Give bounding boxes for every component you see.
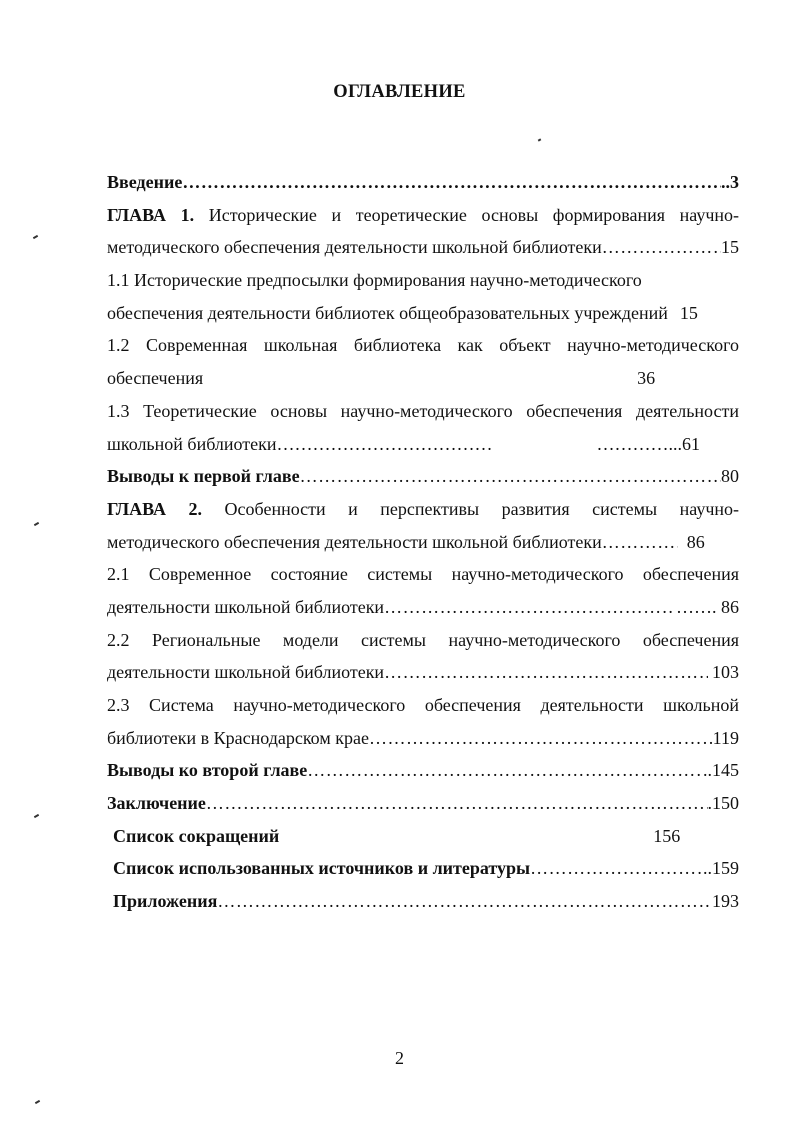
- toc-page: ……. 86: [671, 596, 739, 617]
- toc-label: Список использованных источников и литературы: [113, 858, 531, 879]
- toc-page: 80: [721, 466, 739, 487]
- chapter-lead: ГЛАВА 1.: [107, 204, 195, 225]
- toc-label: Заключение: [107, 793, 206, 814]
- dot-leader: [384, 591, 671, 624]
- toc-entry-chapter2: [107, 493, 739, 526]
- toc-entry-2-3-cont: [107, 722, 739, 755]
- dot-leader: …………..: [596, 433, 678, 454]
- dot-leader: [369, 722, 713, 755]
- toc-page: .61: [677, 433, 701, 454]
- toc-label: обеспечения деятельности библиотек общеобразовательных учреждений: [107, 302, 668, 323]
- toc-label: Выводы к первой главе: [107, 466, 300, 487]
- toc-label: обеспечения: [107, 368, 204, 389]
- toc-entry-chapter1-cont: [107, 231, 739, 264]
- toc-page: ..145: [703, 760, 739, 781]
- dot-leader: [300, 460, 721, 493]
- toc-label: библиотеки в Краснодарском крае: [107, 727, 369, 748]
- chapter-title: Особенности и перспективы развития системы научно-: [224, 498, 739, 519]
- toc-label: деятельности школьной библиотеки: [107, 596, 385, 617]
- toc-label: методического обеспечения деятельности школьной библиотеки: [107, 237, 602, 258]
- toc-entry-1-2-cont: [107, 362, 739, 395]
- toc-label: школьной библиотеки: [107, 433, 277, 454]
- dot-leader: [206, 787, 708, 820]
- toc-entry-2-3: 2.3 Система научно-методического обеспечения деятельности школьной: [107, 695, 739, 715]
- toc-entry-1-1-cont: [107, 297, 739, 330]
- toc-label: Приложения: [113, 891, 218, 912]
- dot-leader: [602, 231, 721, 264]
- scan-speck: [34, 814, 39, 818]
- chapter-title: Исторические и теоретические основы формирования научно-: [208, 204, 739, 225]
- toc-entry-conclusions-2: [107, 754, 739, 787]
- toc-entry-conclusions-1: [107, 460, 739, 493]
- toc-entry-conclusion: [107, 787, 739, 820]
- toc-page: 15: [721, 237, 739, 258]
- toc-label: Список сокращений: [113, 825, 280, 846]
- toc-label: Введение: [107, 172, 183, 192]
- toc-entry-2-1-cont: [107, 591, 739, 624]
- toc-label: Выводы ко второй главе: [107, 760, 308, 781]
- page-number: 2: [395, 1048, 404, 1068]
- toc-entry-chapter2-cont: [107, 526, 739, 559]
- toc-entry-appendix: [107, 885, 739, 918]
- toc-page: 36: [637, 368, 656, 389]
- dot-leader: [217, 885, 712, 918]
- chapter-lead: ГЛАВА 2.: [107, 498, 203, 519]
- toc-entry-2-1: 2.1 Современное состояние системы научно-методического обеспечения: [107, 564, 739, 585]
- toc-entry-1-3: 1.3 Теоретические основы научно-методического обеспечения деятельности: [107, 400, 739, 421]
- toc-page: 103: [707, 662, 739, 683]
- toc-page: 156: [653, 825, 681, 846]
- toc-entry-2-2-cont: [107, 656, 739, 689]
- scan-speck: [35, 1100, 40, 1104]
- toc-page: 119: [712, 727, 739, 748]
- toc-page: .150: [707, 793, 739, 814]
- scan-speck: [34, 522, 39, 526]
- toc-entry-intro: [107, 166, 739, 199]
- toc-entry-sources: [107, 852, 739, 885]
- dot-leader: [530, 852, 703, 885]
- toc-entry-1-2: 1.2 Современная школьная библиотека как объект научно-методического: [107, 335, 739, 356]
- scan-speck: [538, 138, 542, 141]
- toc-page: 86: [677, 531, 705, 552]
- toc-entry-2-2: 2.2 Региональные модели системы научно-методического обеспечения: [107, 629, 739, 650]
- toc-entry-abbreviations: [107, 820, 739, 853]
- toc-page: ..3: [721, 172, 739, 192]
- dot-leader: [602, 526, 678, 559]
- scan-speck: [33, 235, 38, 239]
- dot-leader: [307, 754, 703, 787]
- table-of-contents: [107, 166, 739, 918]
- toc-label: методического обеспечения деятельности школьной библиотеки: [107, 531, 602, 552]
- toc-entry-1-3-cont: [107, 428, 739, 461]
- toc-page: ..159: [703, 858, 739, 879]
- toc-label: деятельности школьной библиотеки: [107, 662, 385, 683]
- dot-leader: [384, 656, 707, 689]
- dot-leader: [182, 166, 721, 199]
- toc-page: 193: [712, 891, 739, 912]
- dot-leader: ………………………………: [276, 433, 493, 454]
- toc-entry-chapter1: [107, 199, 739, 232]
- toc-entry-1-1: 1.1 Исторические предпосылки формирования научно-методического: [107, 270, 642, 291]
- toc-page: 15: [679, 302, 698, 323]
- page-title: ОГЛАВЛЕНИЕ: [333, 82, 466, 102]
